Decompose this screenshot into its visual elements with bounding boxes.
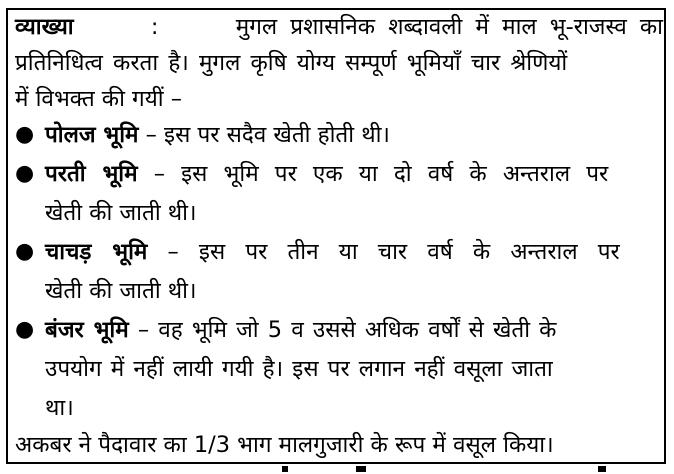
item-continuation: खेती की जाती थी। xyxy=(45,278,197,304)
intro-line-1-text: मुगल प्रशासनिक शब्दावली में माल भू-राजस्व का xyxy=(235,14,663,40)
cropped-glyph xyxy=(356,466,366,472)
item-text: – इस पर तीन या चार वर्ष के अन्तराल पर xyxy=(167,239,620,265)
cropped-glyph xyxy=(598,466,606,472)
item-text: – वह भूमि जो 5 व उससे अधिक वर्षों से खेती के xyxy=(137,317,557,343)
intro-line-2: प्रतिनिधित्व करता है। मुगल कृषि योग्य सम्पूर्ण भूमियाँ चार श्रेणियों xyxy=(15,50,568,76)
heading-separator: : xyxy=(150,14,159,40)
bullet-icon: ● xyxy=(15,122,35,147)
item-text: – इस पर सदैव खेती होती थी। xyxy=(145,122,390,148)
footer-line: अकबर ने पैदावार का 1/3 भाग मालगुजारी के रूप में वसूल किया। xyxy=(15,432,554,458)
term-parti: परती भूमि xyxy=(45,161,138,187)
item-continuation: उपयोग में नहीं लायी गयी है। इस पर लगान नहीं वसूला जाता xyxy=(45,356,553,382)
item-continuation: खेती की जाती थी। xyxy=(45,200,197,226)
intro-line-3: में विभक्त की गयीं – xyxy=(15,86,183,112)
bullet-icon: ● xyxy=(15,161,35,186)
cropped-glyph xyxy=(282,466,288,472)
term-polaj: पोलज भूमि xyxy=(45,122,139,148)
term-chachad: चाचड़ भूमि xyxy=(45,239,148,265)
item-text: – इस भूमि पर एक या दो वर्ष के अन्तराल पर xyxy=(153,161,609,187)
bullet-icon: ● xyxy=(15,317,35,342)
bullet-icon: ● xyxy=(15,239,35,264)
term-banjar: बंजर भूमि xyxy=(45,317,129,343)
item-continuation: था। xyxy=(45,395,74,421)
intro-line-1 xyxy=(15,14,663,41)
heading-vyakhya: व्याख्या xyxy=(15,14,74,40)
